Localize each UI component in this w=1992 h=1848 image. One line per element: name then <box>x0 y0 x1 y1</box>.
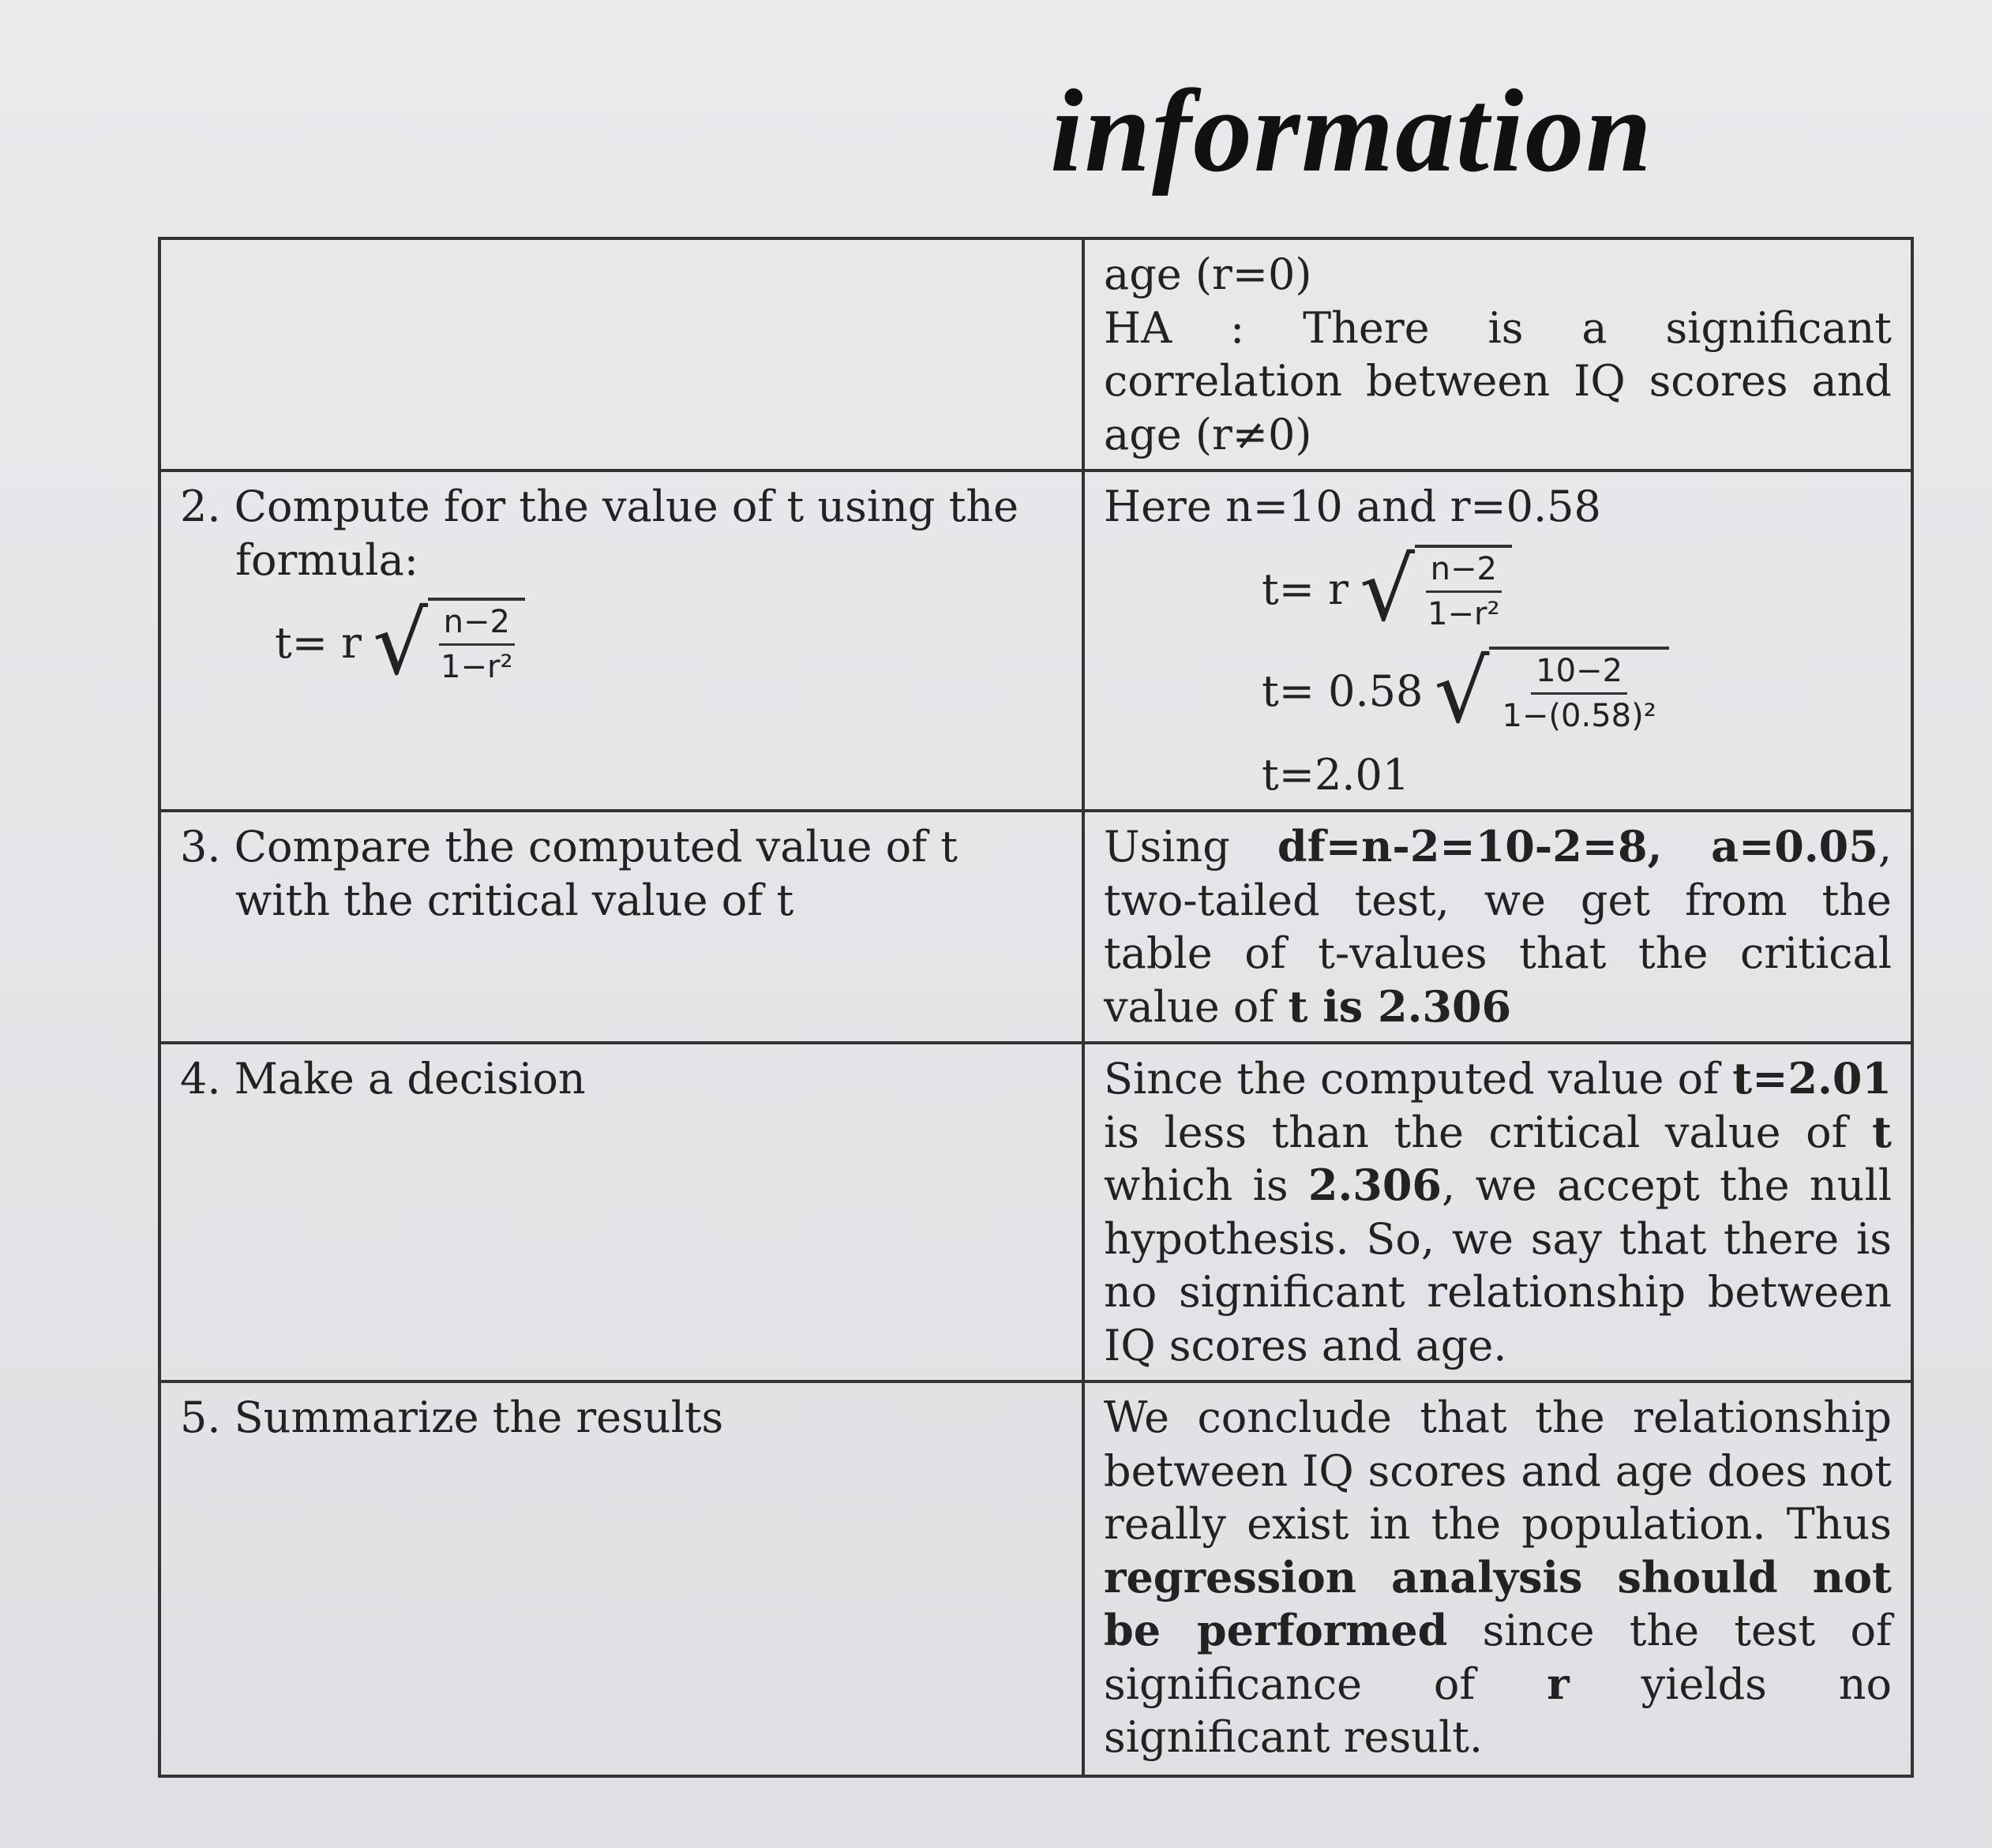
hypothesis-cell <box>1083 238 1912 470</box>
computation-cell <box>1083 470 1912 811</box>
step-cell <box>159 1043 1083 1381</box>
bold-run: t <box>1872 1106 1892 1157</box>
bold-run: df=n-2=10-2=8, a=0.05 <box>1277 821 1878 872</box>
table-row <box>159 238 1912 470</box>
text-run: Since the computed value of <box>1104 1054 1733 1104</box>
fraction <box>428 598 525 688</box>
t-result: t=2.01 <box>1262 749 1410 800</box>
decision-cell <box>1083 1043 1912 1381</box>
formula-lhs: t= r <box>275 617 362 668</box>
fraction-numerator: n−2 <box>439 601 515 646</box>
sqrt-icon: √ <box>1434 641 1490 742</box>
steps-table <box>158 237 1914 1778</box>
ha-label: HA <box>1104 302 1172 353</box>
text-run: , two-tailed test, we get from the table of t-values that the critical value of <box>1104 822 1892 1032</box>
page-heading: information <box>1050 66 1653 197</box>
alternative-hypothesis <box>1104 302 1892 462</box>
step-cell <box>159 811 1083 1043</box>
formula-lhs: t= r <box>1262 564 1349 615</box>
step-2-label: 2. Compute for the value of t using the formula: <box>180 482 1019 585</box>
text-run: which is <box>1104 1160 1308 1210</box>
table-row <box>159 1381 1912 1776</box>
bold-run: regression analysis should not be performed <box>1104 1551 1892 1655</box>
bold-run: t is 2.306 <box>1288 980 1512 1032</box>
step-cell <box>159 470 1083 811</box>
t-formula <box>1262 539 1892 640</box>
sqrt-icon: √ <box>372 592 429 694</box>
fraction-numerator: 10−2 <box>1531 650 1627 695</box>
fraction-denominator: 1−(0.58)² <box>1502 697 1656 734</box>
comparison-cell <box>1083 811 1912 1043</box>
given-values: Here n=10 and r=0.58 <box>1104 482 1601 531</box>
text-run: We conclude that the relationship between IQ scores and age does not really exist in the population. Thus <box>1104 1393 1892 1549</box>
fraction-numerator: n−2 <box>1426 548 1502 593</box>
t-substitution <box>1262 641 1892 742</box>
bold-run: 2.306 <box>1307 1160 1442 1210</box>
summary-cell <box>1083 1381 1912 1776</box>
step-5-label: 5. Summarize the results <box>180 1393 724 1442</box>
step-cell <box>159 238 1083 470</box>
text-run: since the test of significance of <box>1104 1606 1892 1709</box>
fraction <box>1415 545 1512 635</box>
sqrt-icon: √ <box>1359 539 1416 640</box>
table-row <box>159 811 1912 1043</box>
t-formula <box>275 592 1063 694</box>
fraction <box>1489 647 1668 737</box>
bold-run: t=2.01 <box>1732 1053 1892 1104</box>
substitution-lhs: t= 0.58 <box>1262 666 1424 717</box>
text-run: is less than the critical value of <box>1104 1107 1873 1157</box>
text-run: Using <box>1104 822 1277 872</box>
table-row <box>159 1043 1912 1381</box>
fraction-denominator: 1−r² <box>1427 595 1500 632</box>
ha-text: : There is a significant correlation between IQ scores and age (r≠0) <box>1104 302 1892 459</box>
text-run: yields no significant result. <box>1104 1659 1892 1762</box>
null-hypothesis-tail: age (r=0) <box>1104 249 1312 299</box>
step-cell <box>159 1381 1083 1776</box>
fraction-denominator: 1−r² <box>441 649 513 685</box>
text-run: , we accept the null hypothesis. So, we say that there is no significant relationship between IQ scores and age. <box>1104 1160 1892 1370</box>
step-4-label: 4. Make a decision <box>180 1054 586 1104</box>
table-row <box>159 470 1912 811</box>
step-3-label: 3. Compare the computed value of t with the critical value of t <box>180 822 958 925</box>
bold-run: r <box>1547 1658 1570 1709</box>
